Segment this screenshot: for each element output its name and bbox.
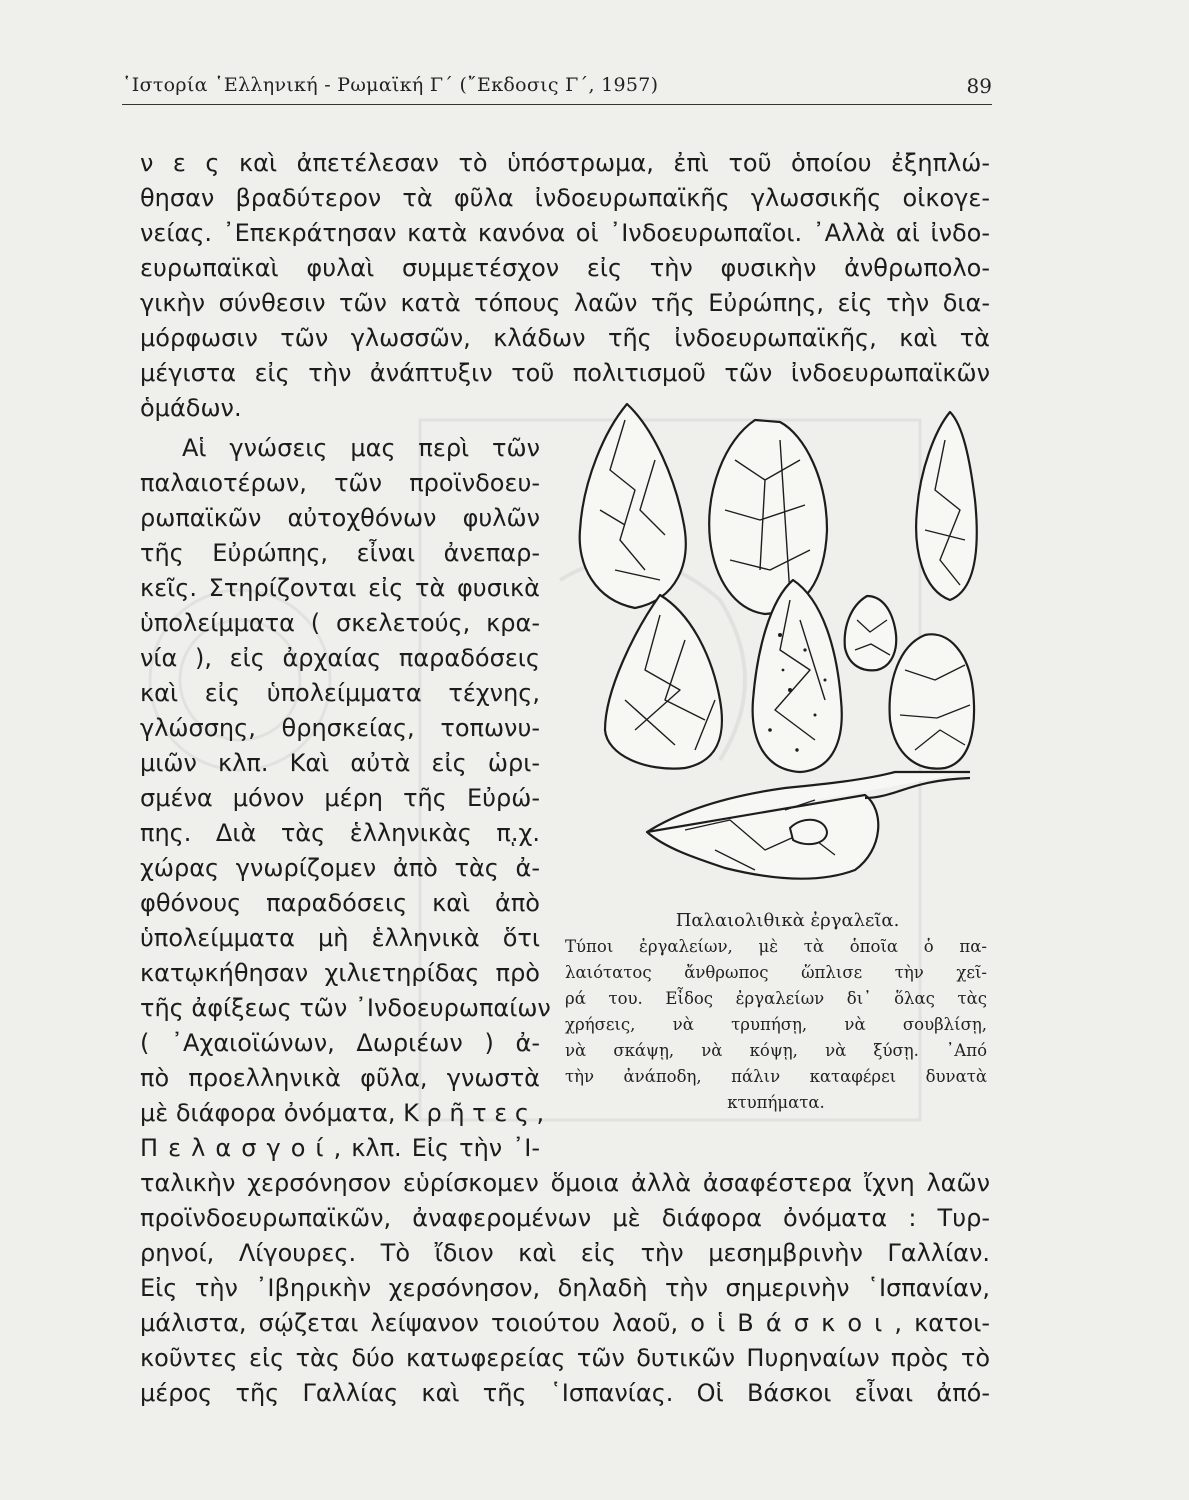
text-line: γικὴν σύνθεσιν τῶν κατὰ τόπους λαῶν τῆς Εὐρώπης, εἰς τὴν δια- [140, 289, 990, 317]
text-line: σμένα μόνον μέρη τῆς Εὐρώ- [140, 784, 540, 812]
text-line: μέγιστα εἰς τὴν ἀνάπτυξιν τοῦ πολιτισμοῦ τῶν ἰνδοευρωπαϊκῶν [140, 359, 990, 387]
text-line: κοῦντες εἰς τὰς δύο κατωφερείας τῶν δυτικῶν Πυρηναίων πρὸς τὸ [140, 1344, 990, 1372]
handaxe-4-icon [605, 595, 722, 769]
text-line: τῆς Εὐρώπης, εἶναι ἀνεπαρ- [140, 539, 540, 567]
handaxe-1-icon [580, 404, 686, 608]
figure-caption [565, 908, 990, 1116]
caption-line: νὰ σκάψῃ, νὰ κόψῃ, νὰ ξύσῃ. ᾿Από [565, 1041, 987, 1060]
text-line: Εἰς τὴν ᾿Ιβηρικὴν χερσόνησον, δηλαδὴ τὴν σημερινὴν ῾Ισπανίαν, [140, 1274, 990, 1302]
page-number: 89 [966, 74, 992, 98]
text-line: παλαιοτέρων, τῶν προϊνδοευ- [140, 469, 540, 497]
handaxe-3-icon [916, 412, 977, 600]
text-line: μὲ διάφορα ὀνόματα, Κ ρ ῆ τ ε ς , [140, 1099, 545, 1127]
text-line: Π ε λ α σ γ ο ί , κλπ. Εἰς τὴν ᾿Ι- [140, 1134, 540, 1162]
text-line: τῆς ἀφίξεως τῶν ᾿Ινδοευρωπαίων [140, 994, 551, 1022]
text-line: ρωπαϊκῶν αὐτοχθόνων φυλῶν [140, 504, 540, 532]
text-line: χώρας γνωρίζομεν ἀπὸ τὰς ἀ- [140, 854, 540, 882]
text-line: μόρφωσιν τῶν γλωσσῶν, κλάδων τῆς ἰνδοευρωπαϊκῆς, καὶ τὰ [140, 324, 990, 352]
caption-title: Παλαιολιθικὰ ἐργαλεῖα. [675, 910, 900, 931]
tools-drawing [565, 400, 995, 900]
text-line: κατῳκήθησαν χιλιετηρίδας πρὸ [140, 959, 540, 987]
caption-line: Τύποι ἐργαλείων, μὲ τὰ ὁποῖα ὁ πα- [565, 937, 987, 956]
text-line: κεῖς. Στηρίζονται εἰς τὰ φυσικὰ [140, 574, 540, 602]
text-line: νία ), εἰς ἀρχαίας παραδόσεις [140, 644, 540, 672]
text-line: ὑπολείμματα μὴ ἑλληνικὰ ὅτι [140, 924, 540, 952]
text-line: ν ε ς καὶ ἀπετέλεσαν τὸ ὑπόστρωμα, ἐπὶ τοῦ ὁποίου ἐξηπλώ- [140, 149, 990, 177]
text-line: φθόνους παραδόσεις καὶ ἀπὸ [140, 889, 540, 917]
text-line: πης. Διὰ τὰς ἑλληνικὰς π.ͅχ. [140, 819, 540, 847]
text-line: θησαν βραδύτερον τὰ φῦλα ἰνδοευρωπαϊκῆς γλωσσικῆς οἰκογε- [140, 184, 990, 212]
text-line: ὑπολείμματα ( σκελετούς, κρα- [140, 609, 540, 637]
text-line: μέρος τῆς Γαλλίας καὶ τῆς ῾Ισπανίας. Οἱ Βάσκοι εἶναι ἀπό- [140, 1379, 990, 1407]
text-line: καὶ εἰς ὑπολείμματα τέχνης, [140, 679, 540, 707]
running-header-title: ῾Ιστορία ῾Ελληνική - Ρωμαϊκή Γ΄ (῎Εκδοσις Γ΄, 1957) [122, 74, 659, 96]
text-line: γλώσσης, θρησκείας, τοπωνυ- [140, 714, 540, 742]
text-line: μιῶν κλπ. Καὶ αὐτὰ εἰς ὡρι- [140, 749, 540, 777]
text-line: προϊνδοευρωπαϊκῶν, ἀναφερομένων μὲ διάφορα ὀνόματα : Τυρ- [140, 1204, 990, 1232]
text-line: ευρωπαϊκαὶ φυλαὶ συμμετέσχον εἰς τὴν φυσικὴν ἀνθρωπολο- [140, 254, 990, 282]
scraper-icon [890, 634, 974, 768]
text-line: πὸ προελληνικὰ φῦλα, γνωστὰ [140, 1064, 540, 1092]
text-line: ταλικὴν χερσόνησον εὑρίσκομεν ὅμοια ἀλλὰ ἀσαφέστερα ἴχνη λαῶν [140, 1169, 990, 1197]
text-line: Αἱ γνώσεις μας περὶ τῶν [182, 434, 540, 462]
text-line: ρηνοί, Λίγουρες. Τὸ ἴδιον καὶ εἰς τὴν μεσημβρινὴν Γαλλίαν. [140, 1239, 990, 1267]
text-line: νείας. ᾿Επεκράτησαν κατὰ κανόνα οἱ ᾿Ινδοευρωπαῖοι. ᾿Αλλὰ αἱ ἰνδο- [140, 219, 990, 247]
paleolithic-tools-illustration [565, 400, 995, 900]
running-header [122, 74, 992, 105]
caption-line: κτυπήματα. [727, 1093, 825, 1112]
text-line: μάλιστα, σῴζεται λείψανον τοιούτου λαοῦ, ο ἱ Β ά σ κ ο ι , κατοι- [140, 1309, 990, 1337]
caption-line: χρήσεις, νὰ τρυπήσῃ, νὰ σουβλίσῃ, [565, 1015, 987, 1034]
caption-line: ρά του. Εἶδος ἐργαλείων δι᾿ ὅλας τὰς [565, 989, 987, 1008]
caption-line: τὴν ἀνάποδη, πάλιν καταφέρει δυνατὰ [565, 1067, 987, 1086]
caption-line: λαιότατος ἄνθρωπος ὥπλισε τὴν χεῖ- [565, 963, 987, 982]
small-flake-icon [845, 596, 897, 670]
text-line: ὁμάδων. [140, 394, 242, 422]
text-line: ( ᾿Αχαιοϊώνων, Δωριέων ) ἀ- [140, 1029, 540, 1057]
